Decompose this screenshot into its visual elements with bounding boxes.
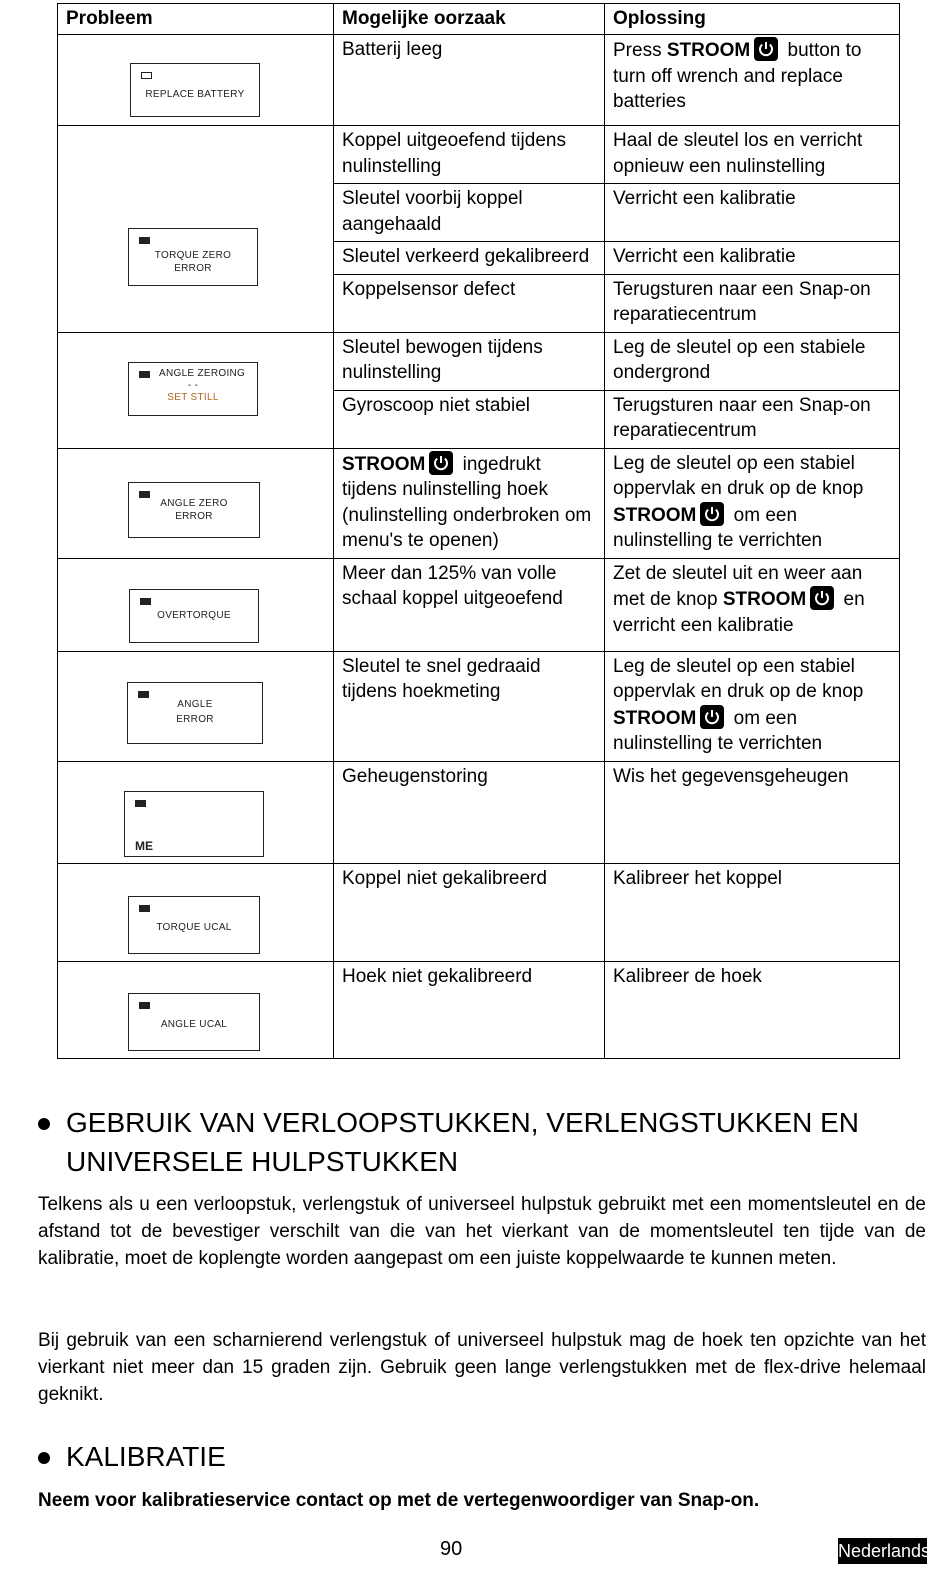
lcd-display [128,482,260,538]
battery-icon [139,905,150,912]
cause-cell: Koppelsensor defect [334,274,605,332]
power-label: STROOM [613,504,697,526]
problem-cell [58,651,334,761]
battery-icon [135,800,146,807]
battery-empty-icon [141,72,152,79]
section-heading: KALIBRATIE [66,1441,226,1472]
solution-cell: Leg de sleutel op een stabiele ondergrond [605,332,900,390]
table-row [58,332,900,390]
solution-text: button to turn off wrench and replace batteries [613,40,862,112]
lcd-display [130,63,260,117]
power-icon [700,502,724,526]
lcd-text: TORQUE UCAL [156,921,232,933]
lcd-text: TORQUE ZERO [154,250,232,261]
cause-cell: Sleutel verkeerd gekalibreerd [334,242,605,275]
solution-cell: Verricht een kalibratie [605,184,900,242]
lcd-display [128,993,260,1051]
lcd-text: OVERTORQUE [157,609,231,621]
battery-icon [140,598,151,605]
memory-error-indicator: ME [135,838,153,853]
battery-icon [139,1002,150,1009]
problem-cell [58,761,334,863]
cause-cell: Batterij leeg [334,35,605,126]
solution-cell: Wis het gegevensgeheugen [605,761,900,863]
power-label: STROOM [666,40,751,61]
lcd-text: ANGLE ZERO [160,497,228,509]
cause-cell: Meer dan 125% van volle schaal koppel uitgeoefend [334,558,605,651]
lcd-text: SET STILL [167,391,219,403]
problem-cell [58,35,334,126]
cause-cell: Hoek niet gekalibreerd [334,961,605,1058]
cause-cell: Sleutel te snel gedraaid tijdens hoekmeting [334,651,605,761]
paragraph: Bij gebruik van een scharnierend verlengstuk of universeel hulpstuk mag de hoek ten opzichte van het vierkant niet meer dan 15 graden zijn. Gebruik geen lange verlengstukken met de flex-drive helemaal geknikt. [38,1330,926,1405]
cause-cell: Koppel niet gekalibreerd [334,863,605,961]
power-label: STROOM [722,589,807,610]
lcd-text: - - [187,379,199,391]
solution-cell: Haal de sleutel los en verricht opnieuw een nulinstelling [605,126,900,184]
solution-cell: Kalibreer de hoek [605,961,900,1058]
power-icon [700,705,724,729]
lcd-display [129,589,259,643]
problem-cell [58,961,334,1058]
page-number: 90 [440,1538,463,1560]
solution-text: en verricht een kalibratie [613,589,865,636]
bullet-icon [38,1118,50,1130]
lcd-text: ERROR [176,713,214,725]
cause-cell: Sleutel voorbij koppel aangehaald [334,184,605,242]
cause-cell: Gyroscoop niet stabiel [334,390,605,448]
power-icon [754,37,778,61]
lcd-display [128,228,258,286]
problem-cell [58,863,334,961]
header-oplossing: Oplossing [605,4,900,35]
lcd-text: ANGLE [177,698,213,710]
solution-text: Leg de sleutel op een stabiel oppervlak en druk op de knop [613,452,864,499]
solution-cell [605,558,900,651]
lcd-display [124,791,264,857]
header-oorzaak: Mogelijke oorzaak [334,4,605,35]
battery-icon [138,691,149,698]
solution-cell [605,651,900,761]
lcd-text: REPLACE BATTERY [145,89,245,100]
lcd-display [128,896,260,954]
table-row [58,761,900,863]
solution-cell [605,35,900,126]
problem-cell [58,448,334,558]
solution-cell: Terugsturen naar een Snap-on reparatiecentrum [605,390,900,448]
lcd-display [128,362,258,416]
cause-cell: Geheugenstoring [334,761,605,863]
battery-icon [139,237,150,244]
bullet-icon [38,1452,50,1464]
section-heading-continued: UNIVERSELE HULPSTUKKEN [66,1146,459,1177]
solution-text: Leg de sleutel op een stabiel oppervlak en druk op de knop [613,655,864,702]
cause-text: ingedrukt tijdens nulinstelling hoek (nulinstelling onderbroken om menu's te openen) [342,453,592,551]
header-probleem: Probleem [58,4,334,35]
table-row [58,126,900,184]
power-icon [810,586,834,610]
solution-cell [605,448,900,558]
table-row [58,558,900,651]
solution-text: Press [613,40,662,61]
solution-cell: Terugsturen naar een Snap-on reparatiecentrum [605,274,900,332]
solution-text: om een nulinstelling te verrichten [613,707,823,754]
table-row [58,35,900,126]
problem-cell [58,126,334,333]
table-header-row [58,4,900,35]
cause-cell: Koppel uitgeoefend tijdens nulinstelling [334,126,605,184]
table-row [58,961,900,1058]
language-tab: Nederlands [838,1538,927,1564]
lcd-display [127,682,263,744]
power-label: STROOM [342,453,426,475]
solution-cell: Verricht een kalibratie [605,242,900,275]
battery-icon [139,371,150,378]
troubleshooting-table [57,3,900,1059]
section-heading: GEBRUIK VAN VERLOOPSTUKKEN, VERLENGSTUKKEN EN [66,1107,860,1138]
table-row [58,651,900,761]
calibration-note: Neem voor kalibratieservice contact op met de vertegenwoordiger van Snap-on. [38,1490,760,1511]
cause-cell: Sleutel bewogen tijdens nulinstelling [334,332,605,390]
problem-cell [58,332,334,448]
solution-text: Zet de sleutel uit en weer aan met de knop [613,562,863,610]
table-row [58,863,900,961]
lcd-text: ERROR [175,510,213,522]
solution-text: om een nulinstelling te verrichten [613,504,823,551]
lcd-text: ERROR [174,263,212,274]
cause-cell [334,448,605,558]
paragraph: Telkens als u een verloopstuk, verlengstuk of universeel hulpstuk gebruikt met een momentsleutel en de afstand tot de bevestiger verschilt van die van het vierkant van de momentsleutel ten tijde van de kalibratie, moet de koplengte worden aangepast om een juiste koppelwaarde te kunnen meten. [38,1194,926,1269]
problem-cell [58,558,334,651]
lcd-text: ANGLE UCAL [160,1018,228,1030]
power-icon [429,451,453,475]
table-row [58,448,900,558]
lcd-text: ANGLE ZEROING [159,367,246,379]
solution-cell: Kalibreer het koppel [605,863,900,961]
power-label: STROOM [613,707,697,729]
